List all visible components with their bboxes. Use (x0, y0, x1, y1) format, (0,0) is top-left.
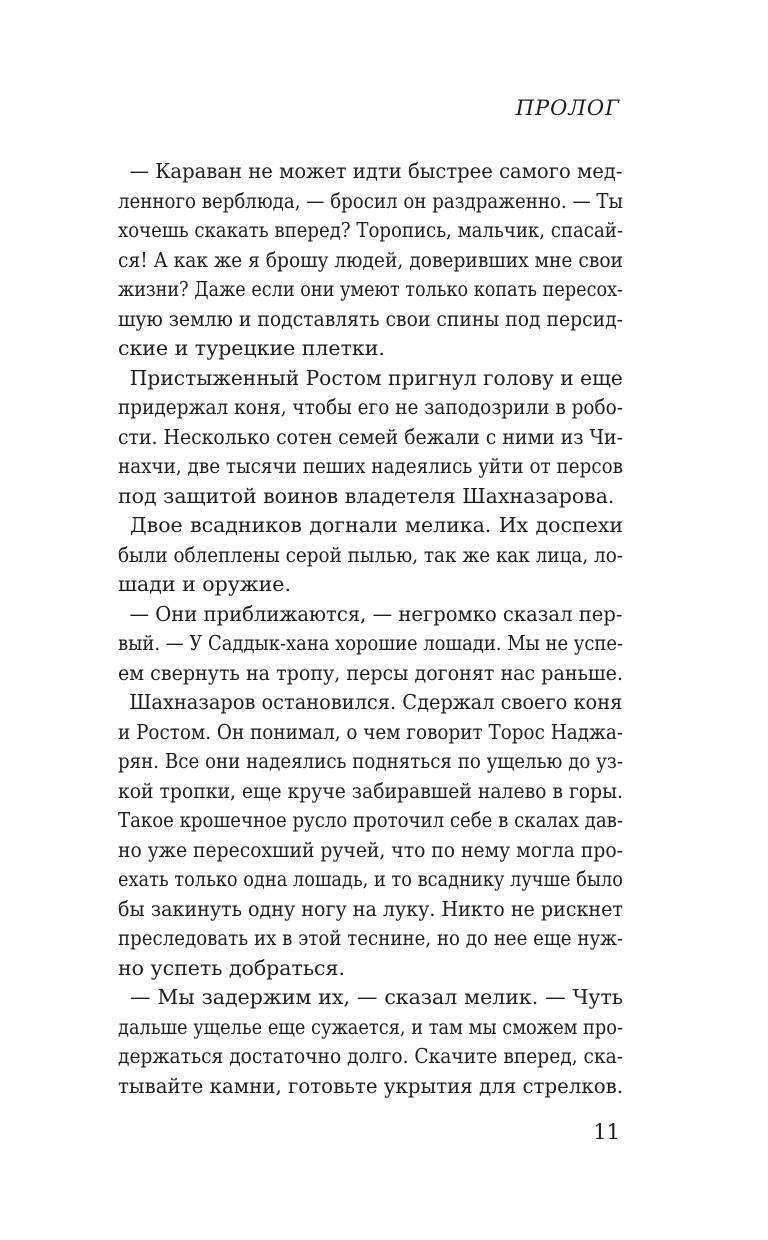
text-line: кой тропки, еще круче забиравшей налево в горы. (118, 778, 624, 803)
paragraph (118, 983, 623, 1101)
text-line: ся! А как же я брошу людей, доверивших мне свои (118, 247, 623, 272)
paragraph (118, 364, 623, 512)
text-line: — Караван не может идти быстрее самого мед- (129, 159, 623, 183)
text-line: ем свернуть на тропу, персы догонят нас раньше. (118, 660, 624, 685)
text-line: но уже пересохший ручей, что по нему могла про- (118, 837, 623, 862)
text-line: шади и оружие. (118, 572, 291, 596)
text-line: придержал коня, чтобы его не заподозрили в робо- (118, 395, 623, 419)
text-line: ские и турецкие плетки. (118, 336, 385, 360)
text-line: нахчи, две тысячи пеших надеялись уйти от персов (118, 454, 624, 478)
paragraph (118, 688, 623, 983)
text-line: были облеплены серой пылью, так же как лица, ло- (118, 542, 624, 567)
text-line: сти. Несколько сотен семей бежали с ними из Чи- (118, 424, 623, 449)
paragraph (118, 600, 623, 689)
text-line: но успеть добраться. (118, 955, 345, 980)
text-line: вый. — У Саддык-хана хорошие лошади. Мы не успе- (118, 631, 623, 655)
text-line: под защитой воинов владетеля Шахназарова. (118, 483, 615, 508)
text-line: — Мы задержим их, — сказал мелик. — Чуть (130, 985, 623, 1009)
text-line: жизни? Даже если они умеют только копать пересох- (118, 277, 624, 301)
text-line: ехать только одна лошадь, и то всаднику лучше было (118, 867, 623, 891)
text-line: Двое всадников догнали мелика. Их доспехи (130, 513, 623, 537)
body-text (118, 157, 623, 1101)
text-line: рян. Все они надеялись подняться по ущелью до уз- (118, 749, 624, 773)
page-number: 11 (593, 1120, 620, 1144)
text-line: хочешь скакать вперед? Торопись, мальчик, спасай- (118, 218, 623, 242)
text-line: шую землю и подставлять свои спины под персид- (118, 306, 624, 331)
paragraph (118, 511, 623, 600)
text-line: тывайте камни, готовьте укрытия для стрелков. (118, 1073, 624, 1098)
text-line: Пристыженный Ростом пригнул голову и еще (129, 365, 623, 390)
text-line: Такое крошечное русло проточил себе в скалах дав- (118, 808, 623, 832)
text-line: и Ростом. Он понимал, о чем говорит Торос Наджа- (118, 719, 624, 744)
text-line: преследовать их в этой теснине, но до нее еще нуж- (118, 926, 624, 950)
text-line: Шахназаров остановился. Сдержал своего коня (129, 690, 623, 714)
running-title: ПРОЛОГ (515, 96, 620, 120)
text-line: — Они приближаются, — негромко сказал пер- (129, 601, 623, 626)
text-line: бы закинуть одну ногу на луку. Никто не рискнет (118, 896, 623, 921)
paragraph (118, 157, 623, 364)
text-line: держаться достаточно долго. Скачите вперед, ска- (118, 1044, 624, 1068)
text-line: ленного верблюда, — бросил он раздраженно. — Ты (118, 188, 624, 213)
text-line: дальше ущелье еще сужается, и там мы сможем про- (118, 1014, 624, 1039)
